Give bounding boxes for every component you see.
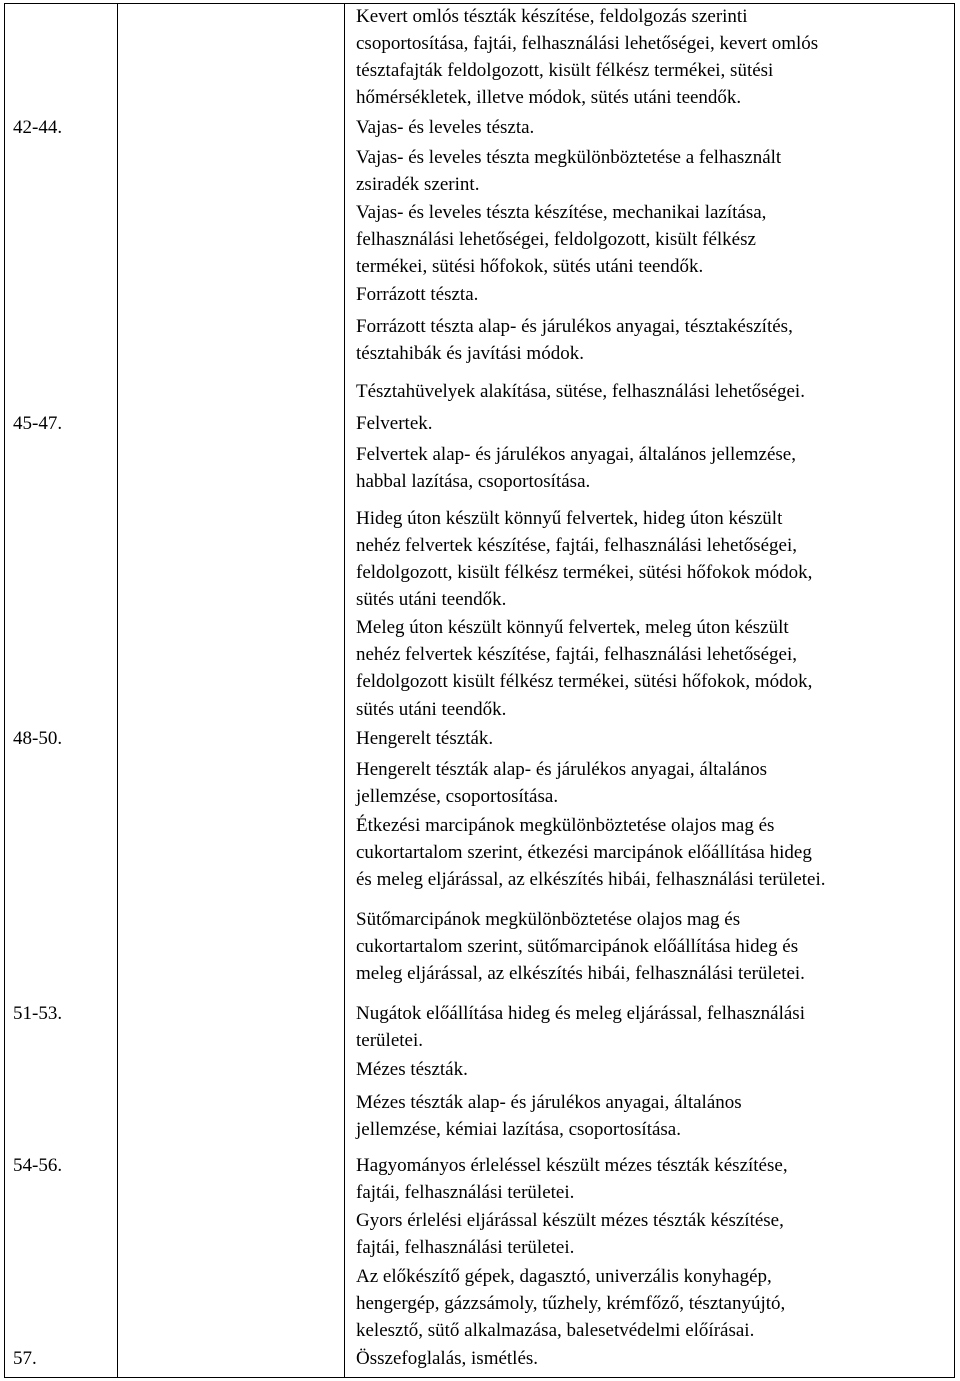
topic-line: területei.	[356, 1030, 423, 1051]
lesson-hours: 54-56.	[13, 1155, 63, 1176]
lesson-hours: 51-53.	[13, 1003, 63, 1024]
topic-line: tésztafajták feldolgozott, kisült félkész termékei, sütési	[356, 60, 774, 81]
topic-line: nehéz felvertek készítése, fajtái, felhasználási lehetőségei,	[356, 535, 797, 556]
lesson-hours: 57.	[13, 1348, 37, 1369]
topic-line: Hengerelt tészták alap- és járulékos anyagai, általános	[356, 759, 767, 780]
lesson-hours: 42-44.	[13, 117, 63, 138]
topic-line: Étkezési marcipánok megkülönböztetése olajos mag és	[356, 815, 775, 836]
topic-line: hengergép, gázzsámoly, tűzhely, krémfőző, tésztanyújtó,	[356, 1293, 786, 1314]
topic-line: Mézes tészták alap- és járulékos anyagai, általános	[356, 1092, 742, 1113]
topic-heading: Összefoglalás, ismétlés.	[356, 1348, 539, 1369]
topic-line: Nugátok előállítása hideg és meleg eljárással, felhasználási	[356, 1003, 805, 1024]
topic-line: Forrázott tészta alap- és járulékos anyagai, tésztakészítés,	[356, 316, 793, 337]
lesson-hours: 48-50.	[13, 728, 63, 749]
topic-line: feldolgozott, kisült félkész termékei, sütési hőfokok módok,	[356, 562, 813, 583]
topic-line: kelesztő, sütő alkalmazása, balesetvédelmi előírásai.	[356, 1320, 755, 1341]
topic-heading: Mézes tészták.	[356, 1059, 468, 1080]
topic-line: jellemzése, kémiai lazítása, csoportosítása.	[356, 1119, 681, 1140]
topic-line: fajtái, felhasználási területei.	[356, 1237, 575, 1258]
topic-line: felhasználási lehetőségei, feldolgozott, kisült félkész	[356, 229, 756, 250]
topic-line: nehéz felvertek készítése, fajtái, felhasználási lehetőségei,	[356, 644, 797, 665]
column-divider-1	[117, 3, 118, 1378]
topic-heading: Vajas- és leveles tészta.	[356, 117, 535, 138]
topic-line: habbal lazítása, csoportosítása.	[356, 471, 591, 492]
topic-line: Hideg úton készült könnyű felvertek, hideg úton készült	[356, 508, 783, 529]
topic-line: Kevert omlós tészták készítése, feldolgozás szerinti	[356, 6, 748, 27]
topic-line: cukortartalom szerint, étkezési marcipánok előállítása hideg	[356, 842, 812, 863]
topic-line: feldolgozott kisült félkész termékei, sütési hőfokok, módok,	[356, 671, 813, 692]
topic-line: hőmérsékletek, illetve módok, sütés utáni teendők.	[356, 87, 742, 108]
topic-line: fajtái, felhasználási területei.	[356, 1182, 575, 1203]
topic-line: Meleg úton készült könnyű felvertek, meleg úton készült	[356, 617, 789, 638]
topic-heading: Hengerelt tészták.	[356, 728, 494, 749]
topic-line: sütés utáni teendők.	[356, 699, 507, 720]
topic-line: Tésztahüvelyek alakítása, sütése, felhasználási lehetőségei.	[356, 381, 805, 402]
topic-line: sütés utáni teendők.	[356, 589, 507, 610]
topic-line: Vajas- és leveles tészta megkülönböztetése a felhasznált	[356, 147, 782, 168]
topic-line: Hagyományos érleléssel készült mézes tészták készítése,	[356, 1155, 788, 1176]
topic-line: csoportosítása, fajtái, felhasználási lehetőségei, kevert omlós	[356, 33, 819, 54]
topic-line: jellemzése, csoportosítása.	[356, 786, 559, 807]
column-divider-2	[344, 3, 345, 1378]
topic-line: Az előkészítő gépek, dagasztó, univerzális konyhagép,	[356, 1266, 772, 1287]
topic-line: Vajas- és leveles tészta készítése, mechanikai lazítása,	[356, 202, 767, 223]
topic-line: termékei, sütési hőfokok, sütés utáni teendők.	[356, 256, 704, 277]
topic-line: Gyors érlelési eljárással készült mézes tészták készítése,	[356, 1210, 784, 1231]
topic-line: Sütőmarcipánok megkülönböztetése olajos mag és	[356, 909, 741, 930]
topic-line: Felvertek alap- és járulékos anyagai, általános jellemzése,	[356, 444, 796, 465]
topic-heading: Felvertek.	[356, 413, 433, 434]
topic-line: tésztahibák és javítási módok.	[356, 343, 584, 364]
topic-line: meleg eljárással, az elkészítés hibái, felhasználási területei.	[356, 963, 805, 984]
topic-line: zsiradék szerint.	[356, 174, 480, 195]
lesson-hours: 45-47.	[13, 413, 63, 434]
topic-line: és meleg eljárással, az elkészítés hibái, felhasználási területei.	[356, 869, 826, 890]
topic-heading: Forrázott tészta.	[356, 284, 479, 305]
topic-line: cukortartalom szerint, sütőmarcipánok előállítása hideg és	[356, 936, 799, 957]
